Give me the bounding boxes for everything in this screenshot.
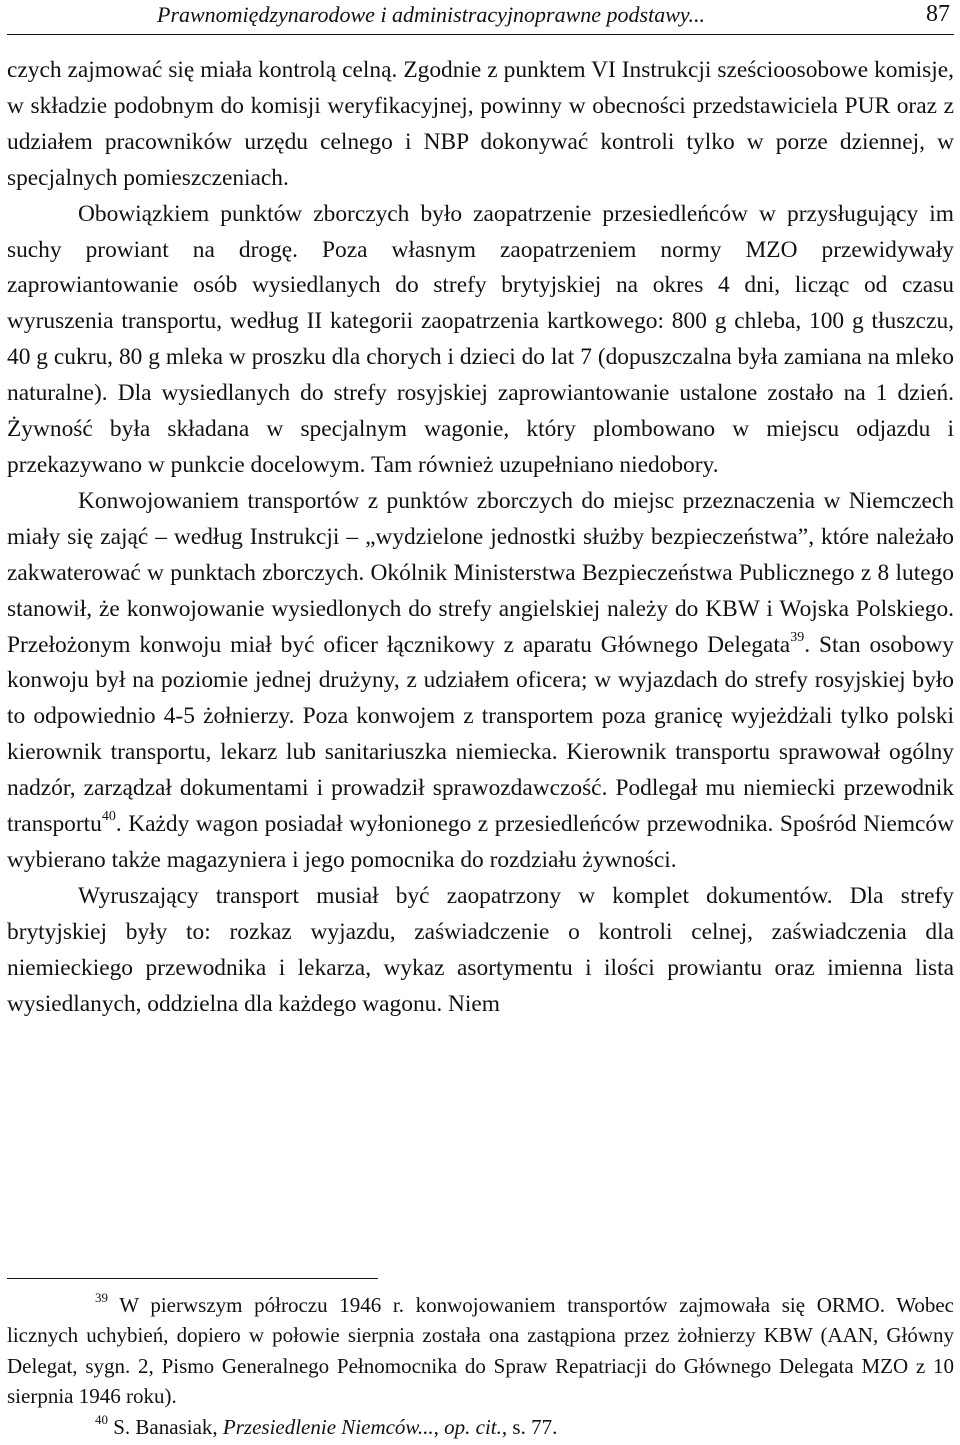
running-header — [7, 0, 954, 34]
paragraph-3 — [7, 484, 954, 879]
footnote-separator — [7, 1278, 378, 1279]
footnote-ref-39[interactable]: 39 — [790, 629, 805, 645]
footnote-40-page: , s. 77. — [501, 1414, 558, 1439]
footnote-40-title: Przesiedlenie Niemców... — [222, 1414, 434, 1439]
paragraph-3-part-a: Konwojowaniem transportów z punktów zborczych do miejsc przeznaczenia w Niemczech miały się zająć – według Instrukcji – „wydzielone jednostki służby bezpieczeństwa”, które należało zakwaterować w punktach zborczych. Okólnik Ministerstwa Bezpieczeństwa Publicznego z 8 lutego stanowił, że konwojowanie wysiedlonych do strefy angielskiej należy do KBW i Wojska Polskiego. Przełożonym konwoju miał być oficer łącznikowy z aparatu Głównego Delegata — [7, 487, 954, 658]
paragraph-3-part-b: . Stan osobowy konwoju był na poziomie jednej drużyny, z udziałem oficera; w wyjazdach do strefy rosyjskiej było to odpowiednio 4-5 żołnierzy. Poza konwojem z transportem poza granicę wyjeżdżali tylko polski kierownik transportu, lekarz lub sanitariuszka niemiecka. Kierownik transportu sprawował ogólny nadzór, zarządzał dokumentami i prowadził sprawozdawczość. Podlegał mu niemiecki przewodnik transportu — [7, 631, 954, 838]
header-rule — [7, 34, 954, 35]
footnote-mark-39: 39 — [95, 1290, 108, 1305]
running-title: Prawnomiędzynarodowe i administracyjnoprawne podstawy... — [157, 2, 705, 27]
footnote-40-author: S. Banasiak, — [108, 1414, 223, 1439]
footnote-40-opcit: op. cit. — [444, 1414, 502, 1439]
page-number: 87 — [926, 1, 950, 27]
paragraph-3-part-c: . Każdy wagon posiadał wyłonionego z przesiedleńców przewodnika. Spośród Niemców wybierano także magazyniera i jego pomocnika do rozdziału żywności. — [7, 811, 954, 873]
footnotes — [7, 1290, 954, 1442]
footnote-39-text: W pierwszym półroczu 1946 r. konwojowaniem transportów zajmowała się ORMO. Wobec licznych uchybień, dopiero w połowie sierpnia została ona zastąpiona przez żołnierzy KBW (AAN, Główny Delegat, sygn. 2, Pismo Generalnego Pełnomocnika do Spraw Repatriacji do Głównego Delegata MZO z 10 sierpnia 1946 roku). — [7, 1293, 954, 1409]
paragraph-4: Wyruszający transport musiał być zaopatrzony w komplet dokumentów. Dla strefy brytyjskiej były to: rozkaz wyjazdu, zaświadczenie o kontroli celnej, zaświadczenia dla niemieckiego przewodnika i lekarza, wykaz asortymentu i ilości prowiantu oraz imienna lista wysiedlanych, oddzielna dla każdego wagonu. Niem — [7, 882, 954, 1017]
footnote-40 — [7, 1412, 954, 1442]
footnote-40-sep: , — [433, 1414, 445, 1439]
footnote-mark-40: 40 — [95, 1411, 108, 1427]
footnote-ref-40[interactable]: 40 — [101, 809, 116, 825]
main-text — [7, 53, 954, 1022]
paragraph-2: Obowiązkiem punktów zborczych było zaopatrzenie przesiedleńców w przysługujący im suchy prowiant na drogę. Poza własnym zaopatrzeniem normy MZO przewidywały zaprowiantowanie osób wysiedlanych do strefy brytyjskiej na okres 4 dni, licząc od czasu wyruszenia transportu, według II kategorii zaopatrzenia kartkowego: 800 g chleba, 100 g tłuszczu, 40 g cukru, 80 g mleka w proszku dla chorych i dzieci do lat 7 (dopuszczalna była zamiana na mleko naturalne). Dla wysiedlanych do strefy rosyjskiej zaprowiantowanie ustalone zostało na 1 dzień. Żywność była składana w specjalnym wagonie, który plombowano w miejscu odjazdu i przekazywano w punkcie docelowym. Tam również uzupełniano niedobory. — [7, 200, 954, 478]
footnote-39 — [7, 1290, 954, 1412]
paragraph-1: czych zajmować się miała kontrolą celną. Zgodnie z punktem VI Instrukcji sześcioosobowe komisje, w składzie podobnym do komisji weryfikacyjnej, powinny w obecności przedstawiciela PUR oraz z udziałem pracowników urzędu celnego i NBP dokonywać kontroli tylko w porze dziennej, w specjalnych pomieszczeniach. — [7, 57, 954, 191]
